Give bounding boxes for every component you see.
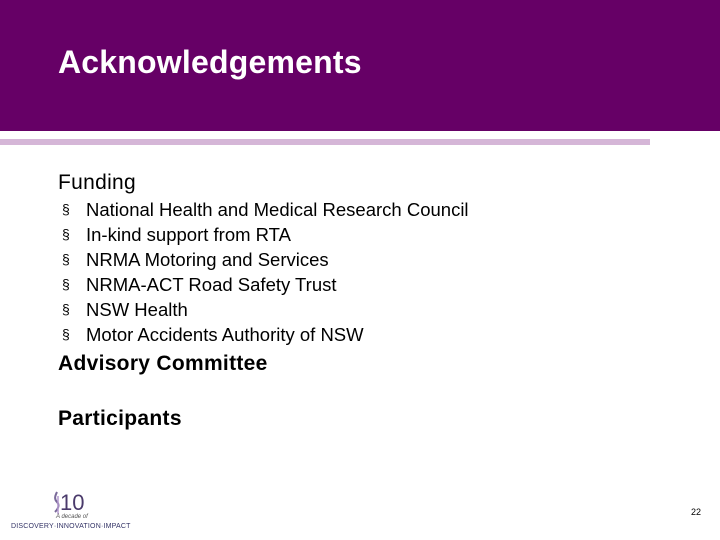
list-item bbox=[62, 297, 469, 322]
funding-item-label: National Health and Medical Research Council bbox=[86, 199, 469, 220]
list-item bbox=[62, 272, 469, 297]
bullet-icon: § bbox=[62, 251, 70, 267]
list-item bbox=[62, 322, 469, 347]
bullet-icon: § bbox=[62, 326, 70, 342]
list-item bbox=[62, 247, 469, 272]
funding-item-label: NRMA Motoring and Services bbox=[86, 249, 329, 270]
slide-title: Acknowledgements bbox=[58, 44, 362, 80]
logo-tagline: DISCOVERY·INNOVATION·IMPACT bbox=[11, 523, 131, 530]
list-item bbox=[62, 222, 469, 247]
bullet-icon: § bbox=[62, 226, 70, 242]
bullet-icon: § bbox=[62, 276, 70, 292]
funding-list bbox=[62, 197, 469, 347]
bullet-icon: § bbox=[62, 201, 70, 217]
funding-item-label: NRMA-ACT Road Safety Trust bbox=[86, 274, 337, 295]
title-bar bbox=[0, 0, 720, 131]
bullet-icon: § bbox=[62, 301, 70, 317]
list-item bbox=[62, 197, 469, 222]
title-underline bbox=[0, 139, 650, 145]
funding-heading: Funding bbox=[58, 171, 136, 194]
funding-item-label: In-kind support from RTA bbox=[86, 224, 291, 245]
participants-heading: Participants bbox=[58, 407, 182, 430]
advisory-committee-heading: Advisory Committee bbox=[58, 352, 268, 375]
logo-subtitle: A decade of bbox=[56, 514, 88, 520]
funding-item-label: NSW Health bbox=[86, 299, 188, 320]
logo-number: 10 bbox=[60, 490, 85, 515]
page-number: 22 bbox=[691, 507, 702, 517]
funding-item-label: Motor Accidents Authority of NSW bbox=[86, 324, 364, 345]
